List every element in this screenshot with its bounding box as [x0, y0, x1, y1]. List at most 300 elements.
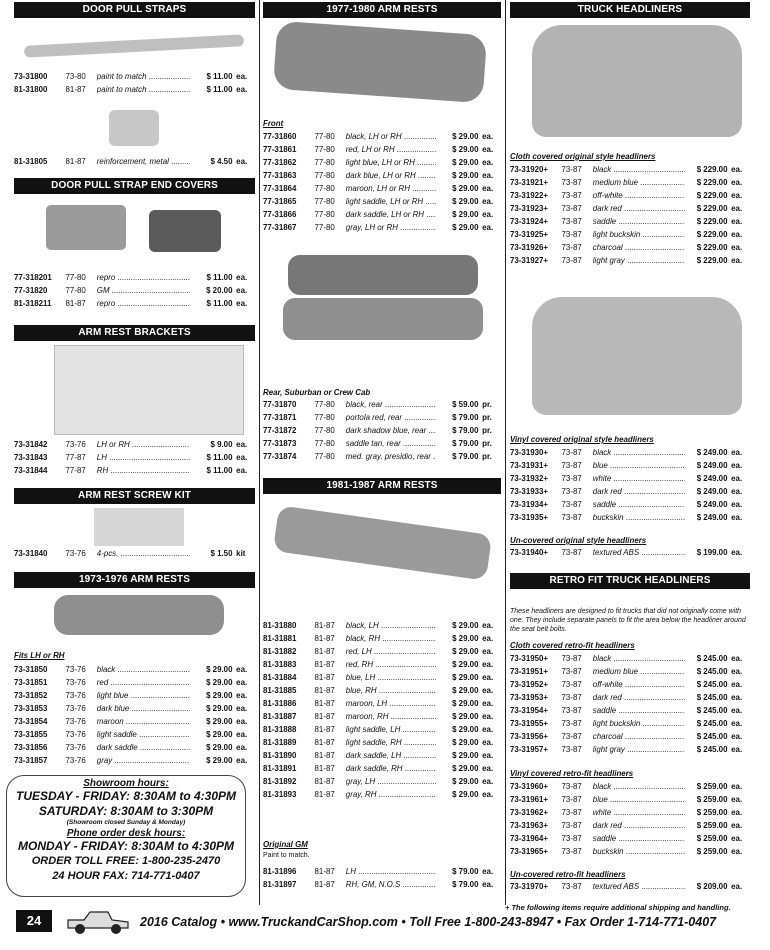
- year-range: 73-87: [561, 653, 582, 663]
- year-range: 73-87: [561, 499, 582, 509]
- price: $ 11.00: [206, 71, 233, 81]
- table-row: [263, 130, 501, 143]
- year-range: 73-76: [65, 690, 86, 700]
- description: LH or RH .....: [97, 438, 190, 451]
- unit: ea.: [482, 737, 494, 747]
- part-number: 73-31964+: [510, 833, 549, 843]
- price: $ 29.00: [452, 157, 479, 167]
- arm-rest-77-front-image: [273, 21, 487, 103]
- table-row: [510, 743, 750, 756]
- unit: ea.: [482, 144, 494, 154]
- part-number: 81-31881: [263, 633, 297, 643]
- hours-line: TUESDAY - FRIDAY: 8:30AM to 4:30PM: [15, 789, 237, 803]
- year-range: 81-87: [314, 685, 335, 695]
- description: light saddle, RH .....: [346, 736, 436, 749]
- part-number: 73-31927+: [510, 255, 549, 265]
- part-number: 73-31962+: [510, 807, 549, 817]
- price: $ 259.00: [696, 781, 728, 791]
- section-header-retro: RETRO FIT TRUCK HEADLINERS: [510, 573, 750, 589]
- table-row: [263, 143, 501, 156]
- price: $ 259.00: [696, 807, 728, 817]
- year-range: 73-87: [561, 216, 582, 226]
- description: black .....: [97, 663, 190, 676]
- unit: ea.: [482, 620, 494, 630]
- description: RH, GM, N.O.S .....: [346, 878, 436, 891]
- year-range: 73-87: [561, 177, 582, 187]
- part-number: 73-31940+: [510, 547, 549, 557]
- description: off-white .....: [593, 189, 685, 202]
- part-number: 73-31952+: [510, 679, 549, 689]
- table-row: [510, 228, 750, 241]
- part-number: 81-31897: [263, 879, 297, 889]
- description: maroon, RH .....: [346, 710, 436, 723]
- unit: ea.: [731, 216, 743, 226]
- bracket-diagram-image: [54, 345, 244, 435]
- price: $ 29.00: [452, 724, 479, 734]
- unit: ea.: [731, 229, 743, 239]
- unit: ea.: [236, 272, 248, 282]
- unit: ea.: [482, 724, 494, 734]
- year-range: 81-87: [314, 698, 335, 708]
- unit: ea.: [731, 512, 743, 522]
- table-row: [510, 652, 750, 665]
- part-number: 73-31850: [14, 664, 48, 674]
- year-range: 73-87: [561, 820, 582, 830]
- table-row: [510, 215, 750, 228]
- section-header-end-covers: DOOR PULL STRAP END COVERS: [14, 178, 255, 194]
- year-range: 73-87: [561, 190, 582, 200]
- description: charcoal .....: [593, 241, 685, 254]
- year-range: 73-87: [561, 229, 582, 239]
- table-row: [14, 663, 255, 676]
- year-range: 81-87: [314, 879, 335, 889]
- part-number: 77-31867: [263, 222, 297, 232]
- table-row: [510, 730, 750, 743]
- price: $ 245.00: [696, 718, 728, 728]
- year-range: 73-87: [561, 666, 582, 676]
- unit: ea.: [236, 703, 248, 713]
- shipping-note: + The following items require additional shipping and handling.: [505, 903, 731, 912]
- description: medium blue .....: [593, 176, 685, 189]
- unit: ea.: [731, 473, 743, 483]
- unit: ea.: [731, 744, 743, 754]
- description: dark saddle, RH .....: [346, 762, 436, 775]
- unit: ea.: [236, 465, 248, 475]
- price: $ 245.00: [696, 666, 728, 676]
- price: $ 1.50: [210, 548, 233, 558]
- unit: ea.: [482, 659, 494, 669]
- unit: ea.: [731, 447, 743, 457]
- description: dark red .....: [593, 202, 685, 215]
- description: dark red .....: [593, 691, 685, 704]
- price: $ 229.00: [696, 190, 728, 200]
- part-number: 81-31805: [14, 156, 48, 166]
- hours-line: SATURDAY: 8:30AM to 3:30PM: [38, 804, 214, 818]
- description: black .....: [593, 163, 685, 176]
- year-range: 73-87: [561, 744, 582, 754]
- price: $ 249.00: [696, 473, 728, 483]
- store-hours-box: [6, 775, 246, 897]
- table-row: [510, 546, 750, 559]
- table-row: [510, 832, 750, 845]
- description: dark red .....: [593, 485, 685, 498]
- price: $ 29.00: [452, 131, 479, 141]
- price: $ 29.00: [206, 664, 233, 674]
- part-number: 73-31923+: [510, 203, 549, 213]
- price: $ 29.00: [206, 690, 233, 700]
- table-row: [263, 411, 501, 424]
- rows-headliners-vinyl: [510, 446, 750, 524]
- subheading-note: Paint to match.: [263, 850, 310, 859]
- end-cover-image-2: [149, 210, 221, 252]
- rows-retro-uncovered: [510, 880, 750, 893]
- year-range: 73-80: [65, 71, 86, 81]
- subheading: Fits LH or RH: [14, 650, 65, 660]
- unit: ea.: [731, 731, 743, 741]
- year-range: 81-87: [314, 737, 335, 747]
- table-row: [263, 208, 501, 221]
- description: gray, RH .....: [346, 788, 436, 801]
- table-row: [510, 780, 750, 793]
- unit: ea.: [236, 285, 248, 295]
- rows-arm-rests-73: [14, 663, 255, 767]
- table-row: [14, 297, 255, 310]
- description: maroon .....: [97, 715, 190, 728]
- unit: ea.: [731, 499, 743, 509]
- part-number: 73-31840: [14, 548, 48, 558]
- unit: ea.: [731, 666, 743, 676]
- description: RH .....: [97, 464, 190, 477]
- page-number: 24: [16, 910, 52, 932]
- price: $ 79.00: [452, 879, 479, 889]
- part-number: 73-31954+: [510, 705, 549, 715]
- price: $ 11.00: [206, 272, 233, 282]
- table-row: [263, 195, 501, 208]
- table-row: [510, 485, 750, 498]
- price: $ 29.00: [452, 776, 479, 786]
- description: light gray .....: [593, 743, 685, 756]
- unit: ea.: [236, 677, 248, 687]
- part-number: 81-31883: [263, 659, 297, 669]
- part-number: 81-31885: [263, 685, 297, 695]
- year-range: 77-80: [314, 157, 335, 167]
- unit: ea.: [731, 807, 743, 817]
- part-number: 73-31956+: [510, 731, 549, 741]
- price: $ 11.00: [206, 465, 233, 475]
- section-header-arm-rests-77: 1977-1980 ARM RESTS: [263, 2, 501, 18]
- price: $ 245.00: [696, 705, 728, 715]
- description: dark saddle .....: [97, 741, 190, 754]
- unit: ea.: [731, 820, 743, 830]
- end-cover-image-1: [46, 205, 126, 250]
- table-row: [510, 459, 750, 472]
- price: $ 29.00: [206, 716, 233, 726]
- showroom-hours-heading: Showroom hours:: [83, 778, 169, 789]
- table-row: [14, 438, 255, 451]
- table-row: [510, 446, 750, 459]
- description: light buckskin .....: [593, 228, 685, 241]
- description: GM .....: [97, 284, 190, 297]
- year-range: 81-87: [314, 866, 335, 876]
- price: $ 29.00: [452, 698, 479, 708]
- price: $ 59.00: [452, 399, 479, 409]
- price: $ 209.00: [696, 881, 728, 891]
- unit: ea.: [731, 846, 743, 856]
- year-range: 73-87: [561, 486, 582, 496]
- table-row: [14, 754, 255, 767]
- part-number: 81-31880: [263, 620, 297, 630]
- unit: kit: [236, 548, 246, 558]
- table-row: [263, 156, 501, 169]
- price: $ 229.00: [696, 255, 728, 265]
- unit: pr.: [482, 425, 492, 435]
- price: $ 259.00: [696, 846, 728, 856]
- description: saddle .....: [593, 498, 685, 511]
- description: charcoal .....: [593, 730, 685, 743]
- part-number: 77-31871: [263, 412, 297, 422]
- description: medium blue .....: [593, 665, 685, 678]
- price: $ 9.00: [210, 439, 233, 449]
- description: light saddle, LH .....: [346, 723, 436, 736]
- unit: ea.: [731, 833, 743, 843]
- part-number: 81-31892: [263, 776, 297, 786]
- description: dark blue, LH or RH .....: [346, 169, 436, 182]
- table-row: [510, 189, 750, 202]
- year-range: 73-76: [65, 439, 86, 449]
- year-range: 81-87: [65, 156, 86, 166]
- unit: pr.: [482, 451, 492, 461]
- table-row: [14, 715, 255, 728]
- subheading: Rear, Suburban or Crew Cab: [263, 387, 371, 397]
- part-number: 77-31873: [263, 438, 297, 448]
- price: $ 29.00: [452, 737, 479, 747]
- unit: ea.: [731, 164, 743, 174]
- price: $ 29.00: [206, 677, 233, 687]
- subheading: Vinyl covered retro-fit headliners: [510, 768, 634, 778]
- price: $ 79.00: [452, 438, 479, 448]
- part-number: 77-318201: [14, 272, 52, 282]
- price: $ 245.00: [696, 731, 728, 741]
- unit: ea.: [236, 84, 248, 94]
- table-row: [510, 704, 750, 717]
- table-row: [263, 775, 501, 788]
- rows-headliners-cloth: [510, 163, 750, 267]
- unit: ea.: [236, 742, 248, 752]
- part-number: 73-31955+: [510, 718, 549, 728]
- unit: ea.: [236, 156, 248, 166]
- price: $ 29.00: [452, 672, 479, 682]
- part-number: 73-31951+: [510, 666, 549, 676]
- subheading: Un-covered original style headliners: [510, 535, 647, 545]
- part-number: 73-31953+: [510, 692, 549, 702]
- table-row: [510, 511, 750, 524]
- unit: ea.: [731, 255, 743, 265]
- year-range: 73-87: [561, 447, 582, 457]
- unit: ea.: [731, 203, 743, 213]
- truck-logo-icon: [64, 906, 132, 938]
- part-number: 77-31864: [263, 183, 297, 193]
- unit: ea.: [731, 177, 743, 187]
- phone-hours-heading: Phone order desk hours:: [66, 828, 186, 839]
- unit: ea.: [482, 776, 494, 786]
- price: $ 29.00: [452, 633, 479, 643]
- description: dark red .....: [593, 819, 685, 832]
- headliner-vinyl-image: [532, 297, 742, 415]
- part-number: 73-31932+: [510, 473, 549, 483]
- year-range: 81-87: [314, 659, 335, 669]
- year-range: 73-87: [561, 255, 582, 265]
- part-number: 77-31861: [263, 144, 297, 154]
- year-range: 77-80: [314, 183, 335, 193]
- price: $ 249.00: [696, 460, 728, 470]
- price: $ 29.00: [452, 222, 479, 232]
- part-number: 77-31862: [263, 157, 297, 167]
- column-right: [510, 0, 750, 905]
- year-range: 73-87: [561, 731, 582, 741]
- part-number: 77-31863: [263, 170, 297, 180]
- part-number: 81-318211: [14, 298, 52, 308]
- year-range: 77-80: [314, 451, 335, 461]
- fax-number: 24 HOUR FAX: 714-771-0407: [52, 870, 200, 882]
- year-range: 73-87: [561, 881, 582, 891]
- table-row: [263, 182, 501, 195]
- part-number: 73-31857: [14, 755, 48, 765]
- price: $ 29.00: [452, 711, 479, 721]
- section-header-door-pull-straps: DOOR PULL STRAPS: [14, 2, 255, 18]
- year-range: 81-87: [314, 646, 335, 656]
- price: $ 259.00: [696, 794, 728, 804]
- price: $ 229.00: [696, 229, 728, 239]
- price: $ 245.00: [696, 653, 728, 663]
- description: blue .....: [593, 793, 685, 806]
- price: $ 11.00: [206, 84, 233, 94]
- price: $ 29.00: [452, 144, 479, 154]
- section-header-headliners: TRUCK HEADLINERS: [510, 2, 750, 18]
- table-row: [263, 710, 501, 723]
- description: saddle .....: [593, 832, 685, 845]
- price: $ 249.00: [696, 499, 728, 509]
- unit: ea.: [482, 711, 494, 721]
- part-number: 73-31855: [14, 729, 48, 739]
- rows-door-pull-straps: [14, 70, 255, 96]
- unit: ea.: [731, 653, 743, 663]
- unit: ea.: [482, 879, 494, 889]
- unit: ea.: [482, 196, 494, 206]
- part-number: 77-31872: [263, 425, 297, 435]
- part-number: 81-31886: [263, 698, 297, 708]
- price: $ 259.00: [696, 833, 728, 843]
- arm-rest-77-rear-image-2: [283, 298, 483, 340]
- table-row: [14, 271, 255, 284]
- table-row: [510, 793, 750, 806]
- description: light blue, LH or RH .....: [346, 156, 436, 169]
- rows-end-covers: [14, 271, 255, 310]
- description: blue, RH .....: [346, 684, 436, 697]
- table-row: [14, 702, 255, 715]
- part-number: 73-31921+: [510, 177, 549, 187]
- year-range: 73-87: [561, 460, 582, 470]
- unit: ea.: [482, 646, 494, 656]
- subheading: Un-covered retro-fit headliners: [510, 869, 626, 879]
- part-number: 73-31925+: [510, 229, 549, 239]
- table-row: [14, 689, 255, 702]
- unit: ea.: [731, 486, 743, 496]
- unit: ea.: [731, 460, 743, 470]
- order-phone: ORDER TOLL FREE: 1-800-235-2470: [31, 855, 221, 867]
- description: black .....: [593, 780, 685, 793]
- arm-rest-73-image: [54, 595, 224, 635]
- part-number: 73-31957+: [510, 744, 549, 754]
- year-range: 77-80: [314, 222, 335, 232]
- unit: pr.: [482, 399, 492, 409]
- table-row: [14, 155, 255, 168]
- table-row: [263, 878, 501, 891]
- column-middle: [263, 0, 501, 905]
- table-row: [263, 169, 501, 182]
- year-range: 81-87: [314, 711, 335, 721]
- price: $ 245.00: [696, 744, 728, 754]
- subheading: Original GM: [263, 839, 308, 849]
- unit: ea.: [731, 547, 743, 557]
- description: textured ABS .....: [593, 546, 685, 559]
- description: black .....: [593, 652, 685, 665]
- table-row: [263, 736, 501, 749]
- table-row: [14, 70, 255, 83]
- year-range: 81-87: [314, 633, 335, 643]
- door-pull-strap-image: [24, 34, 244, 57]
- unit: ea.: [482, 157, 494, 167]
- description: red .....: [97, 676, 190, 689]
- unit: ea.: [236, 439, 248, 449]
- part-number: 77-31860: [263, 131, 297, 141]
- description: black .....: [593, 446, 685, 459]
- description: med. gray, presidio, rear .....: [346, 450, 436, 463]
- part-number: 73-31963+: [510, 820, 549, 830]
- table-row: [510, 691, 750, 704]
- unit: ea.: [236, 690, 248, 700]
- year-range: 73-87: [561, 512, 582, 522]
- table-row: [263, 632, 501, 645]
- description: maroon, LH or RH .....: [346, 182, 436, 195]
- year-range: 81-87: [314, 620, 335, 630]
- part-number: 73-31961+: [510, 794, 549, 804]
- unit: pr.: [482, 412, 492, 422]
- part-number: 73-31933+: [510, 486, 549, 496]
- description: gray, LH .....: [346, 775, 436, 788]
- part-number: 73-31931+: [510, 460, 549, 470]
- year-range: 81-87: [314, 789, 335, 799]
- table-row: [263, 865, 501, 878]
- price: $ 229.00: [696, 203, 728, 213]
- part-number: 73-31970+: [510, 881, 549, 891]
- part-number: 81-31893: [263, 789, 297, 799]
- table-row: [263, 762, 501, 775]
- unit: ea.: [731, 794, 743, 804]
- part-number: 77-31874: [263, 451, 297, 461]
- unit: ea.: [731, 679, 743, 689]
- price: $ 79.00: [452, 866, 479, 876]
- year-range: 73-76: [65, 742, 86, 752]
- unit: ea.: [482, 672, 494, 682]
- year-range: 77-80: [314, 196, 335, 206]
- price: $ 29.00: [452, 209, 479, 219]
- year-range: 73-87: [561, 164, 582, 174]
- rows-retro-vinyl: [510, 780, 750, 858]
- hours-note: (Showroom closed Sunday & Monday): [66, 819, 186, 826]
- price: $ 29.00: [452, 789, 479, 799]
- subheading: Front: [263, 118, 284, 128]
- rows-retro-cloth: [510, 652, 750, 756]
